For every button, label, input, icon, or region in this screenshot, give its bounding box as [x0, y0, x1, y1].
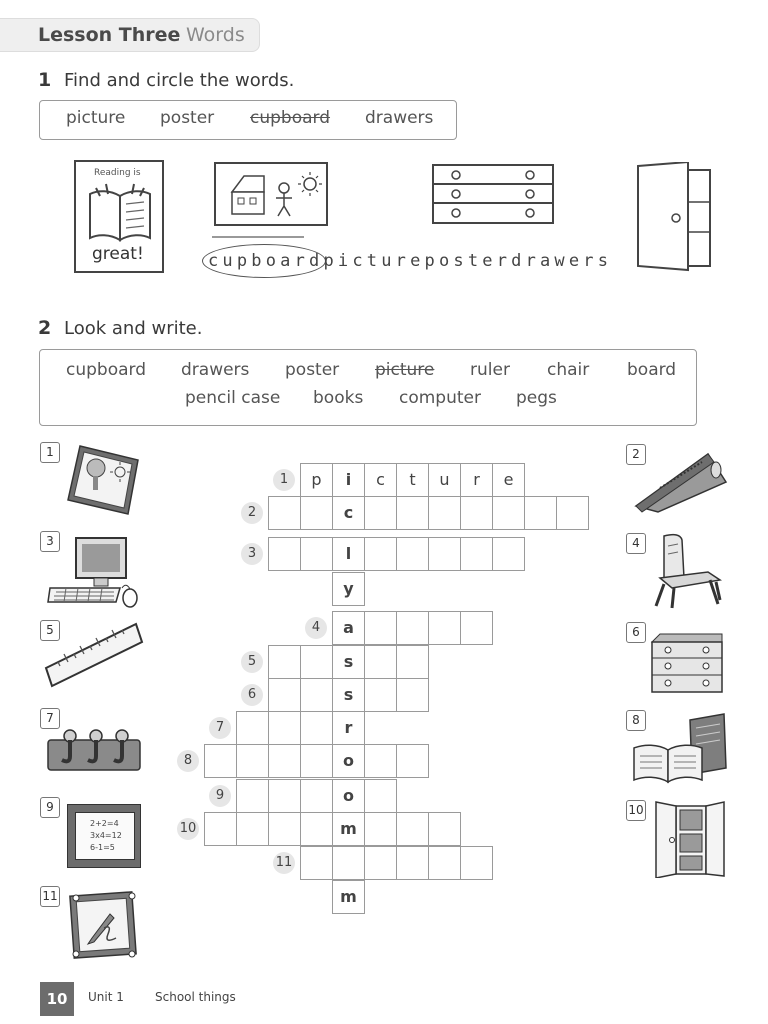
crossword-cell-10-8[interactable] — [428, 812, 461, 846]
picture-number-4: 4 — [626, 533, 646, 554]
crossword-cell-2-5[interactable] — [396, 496, 429, 530]
crossword-cell-2-4[interactable] — [364, 496, 397, 530]
pegs-icon — [46, 726, 142, 772]
picture-number-11: 11 — [40, 886, 60, 907]
clue-number-5: 5 — [241, 651, 263, 673]
crossword-cell-5-3: s — [332, 645, 365, 679]
crossword-cell-1-7[interactable]: e — [492, 463, 525, 497]
chair-icon — [650, 532, 724, 610]
crossword-cell-10-2[interactable] — [236, 812, 269, 846]
crossword-cell-8-4[interactable] — [300, 744, 333, 778]
crossword-cell-10-7[interactable] — [396, 812, 429, 846]
clue-number-4: 4 — [305, 617, 327, 639]
exercise-2-number: 2 — [38, 317, 52, 339]
crossword-cell-2-2[interactable] — [300, 496, 333, 530]
exercise-1-number: 1 — [38, 69, 52, 91]
chest-of-drawers-icon — [650, 632, 724, 694]
word-board: board — [627, 360, 677, 380]
crossword-cell-8-5: o — [332, 744, 365, 778]
exercise-1-instruction: Find and circle the words. — [64, 70, 295, 91]
crossword-cell-2-8[interactable] — [492, 496, 525, 530]
crossword-cell-10-3[interactable] — [268, 812, 301, 846]
crossword-cell-2-1[interactable] — [268, 496, 301, 530]
crossword-cell-4-4[interactable] — [428, 611, 461, 645]
word-cupboard-crossed: cupboard — [250, 108, 331, 128]
crossword-cell-8-6[interactable] — [364, 744, 397, 778]
crossword-cell-5-5[interactable] — [396, 645, 429, 679]
books-icon — [630, 710, 728, 784]
crossword-cell-6-3: s — [332, 678, 365, 712]
crossword-cell-4-5[interactable] — [460, 611, 493, 645]
reading-poster-picture — [74, 160, 164, 273]
lesson-subtitle: Words — [186, 24, 245, 46]
footer-unit: Unit 1 — [88, 990, 124, 1004]
picture-number-6: 6 — [626, 622, 646, 643]
drawers-picture-icon — [432, 164, 554, 224]
crossword-cell-3-5[interactable] — [396, 537, 429, 571]
word-computer: computer — [399, 388, 481, 408]
crossword-cell-1-6[interactable]: r — [460, 463, 493, 497]
crossword-cell-3-2[interactable] — [300, 537, 333, 571]
crossword-cell-4-2[interactable] — [364, 611, 397, 645]
clue-number-6: 6 — [241, 684, 263, 706]
crossword-cell-4-3[interactable] — [396, 611, 429, 645]
crossword-cell-11-3[interactable] — [364, 846, 397, 880]
crossword-cell-5-2[interactable] — [300, 645, 333, 679]
lesson-header — [0, 18, 260, 52]
crossword-cell-5-1[interactable] — [268, 645, 301, 679]
crossword-vertical-cell-2: y — [332, 572, 365, 606]
crossword-cell-8-3[interactable] — [268, 744, 301, 778]
cupboard-icon — [652, 800, 726, 878]
word-cupboard: cupboard — [66, 360, 147, 380]
clue-number-2: 2 — [241, 502, 263, 524]
clue-number-3: 3 — [241, 543, 263, 565]
picture-number-9: 9 — [40, 797, 60, 818]
word-picture: picture — [66, 108, 126, 128]
crossword-cell-10-1[interactable] — [204, 812, 237, 846]
crossword-cell-6-1[interactable] — [268, 678, 301, 712]
crossword-cell-3-1[interactable] — [268, 537, 301, 571]
crossword-cell-9-5[interactable] — [364, 779, 397, 813]
crossword-cell-8-7[interactable] — [396, 744, 429, 778]
crossword-cell-3-6[interactable] — [428, 537, 461, 571]
word-pencil-case: pencil case — [185, 388, 281, 408]
sum-line-1: 2+2=4 — [90, 819, 119, 828]
crossword-cell-8-1[interactable] — [204, 744, 237, 778]
clue-number-1: 1 — [273, 469, 295, 491]
crossword-cell-11-2 — [332, 846, 365, 880]
word-picture-crossed: picture — [375, 360, 435, 380]
crossword-cell-7-2[interactable] — [268, 711, 301, 745]
crossword-cell-9-1[interactable] — [236, 779, 269, 813]
crossword-cell-1-2: i — [332, 463, 365, 497]
chalkboard-surface — [75, 812, 135, 860]
crossword-cell-10-5: m — [332, 812, 365, 846]
answer-underline — [212, 236, 304, 238]
picture-number-2: 2 — [626, 444, 646, 465]
word-ruler: ruler — [470, 360, 510, 380]
crossword-cell-6-5[interactable] — [396, 678, 429, 712]
word-poster: poster — [285, 360, 340, 380]
crossword-cell-9-2[interactable] — [268, 779, 301, 813]
crossword-vertical-cell-11: m — [332, 880, 365, 914]
lesson-title: Lesson Three — [38, 24, 181, 46]
word-books: books — [313, 388, 364, 408]
clue-number-9: 9 — [209, 785, 231, 807]
picture-frame-icon — [66, 444, 140, 516]
crossword-cell-11-6[interactable] — [460, 846, 493, 880]
crossword-cell-9-3[interactable] — [300, 779, 333, 813]
clue-number-10: 10 — [177, 818, 199, 840]
open-book-icon — [86, 182, 154, 246]
word-chair: chair — [547, 360, 590, 380]
crossword-cell-6-2[interactable] — [300, 678, 333, 712]
cupboard-door-icon — [636, 162, 714, 272]
picture-number-7: 7 — [40, 708, 60, 729]
crossword-cell-10-6[interactable] — [364, 812, 397, 846]
crossword-cell-7-3[interactable] — [300, 711, 333, 745]
picture-number-5: 5 — [40, 620, 60, 641]
crossword-cell-7-4: r — [332, 711, 365, 745]
crossword-cell-2-3: c — [332, 496, 365, 530]
crossword-cell-3-7[interactable] — [460, 537, 493, 571]
crossword-cell-5-4[interactable] — [364, 645, 397, 679]
footer-topic: School things — [155, 990, 236, 1004]
crossword-cell-1-3[interactable]: c — [364, 463, 397, 497]
crossword-cell-8-2[interactable] — [236, 744, 269, 778]
crossword-cell-3-8[interactable] — [492, 537, 525, 571]
crossword-cell-2-10[interactable] — [556, 496, 589, 530]
word-drawers: drawers — [181, 360, 250, 380]
sum-line-3: 6-1=5 — [90, 843, 115, 852]
picture-number-8: 8 — [626, 710, 646, 731]
crossword-cell-2-6[interactable] — [428, 496, 461, 530]
crossword-cell-9-4: o — [332, 779, 365, 813]
crossword-cell-2-9[interactable] — [524, 496, 557, 530]
crossword-cell-1-5[interactable]: u — [428, 463, 461, 497]
word-drawers: drawers — [365, 108, 434, 128]
clue-number-7: 7 — [209, 717, 231, 739]
crossword-cell-4-1: a — [332, 611, 365, 645]
crossword-cell-3-3: l — [332, 537, 365, 571]
sum-line-2: 3x4=12 — [90, 831, 122, 840]
ruler-icon — [44, 620, 144, 690]
poster-icon — [68, 888, 140, 962]
crossword-cell-7-1[interactable] — [236, 711, 269, 745]
crossword-cell-3-4[interactable] — [364, 537, 397, 571]
picture-number-3: 3 — [40, 531, 60, 552]
page-number: 10 — [40, 982, 74, 1016]
crossword-cell-11-1[interactable] — [300, 846, 333, 880]
poster-text-bottom: great! — [92, 244, 144, 264]
computer-icon — [46, 536, 142, 610]
letter-string: cupboardpictureposterdrawers — [208, 251, 613, 271]
exercise-1-word-box — [39, 100, 457, 140]
house-picture-icon — [214, 162, 328, 226]
chalkboard-picture — [67, 804, 141, 868]
crossword-cell-1-4[interactable]: t — [396, 463, 429, 497]
clue-number-11: 11 — [273, 852, 295, 874]
crossword-cell-10-4[interactable] — [300, 812, 333, 846]
exercise-2-instruction: Look and write. — [64, 318, 203, 339]
pencil-case-icon — [632, 448, 730, 514]
crossword-cell-6-4[interactable] — [364, 678, 397, 712]
word-poster: poster — [160, 108, 215, 128]
word-pegs: pegs — [516, 388, 557, 408]
crossword-cell-1-1[interactable]: p — [300, 463, 333, 497]
picture-number-10: 10 — [626, 800, 646, 821]
picture-number-1: 1 — [40, 442, 60, 463]
crossword-cell-11-4[interactable] — [396, 846, 429, 880]
poster-text-top: Reading is — [94, 168, 141, 178]
exercise-2-word-box — [39, 349, 697, 426]
clue-number-8: 8 — [177, 750, 199, 772]
crossword-cell-2-7[interactable] — [460, 496, 493, 530]
crossword-cell-11-5[interactable] — [428, 846, 461, 880]
